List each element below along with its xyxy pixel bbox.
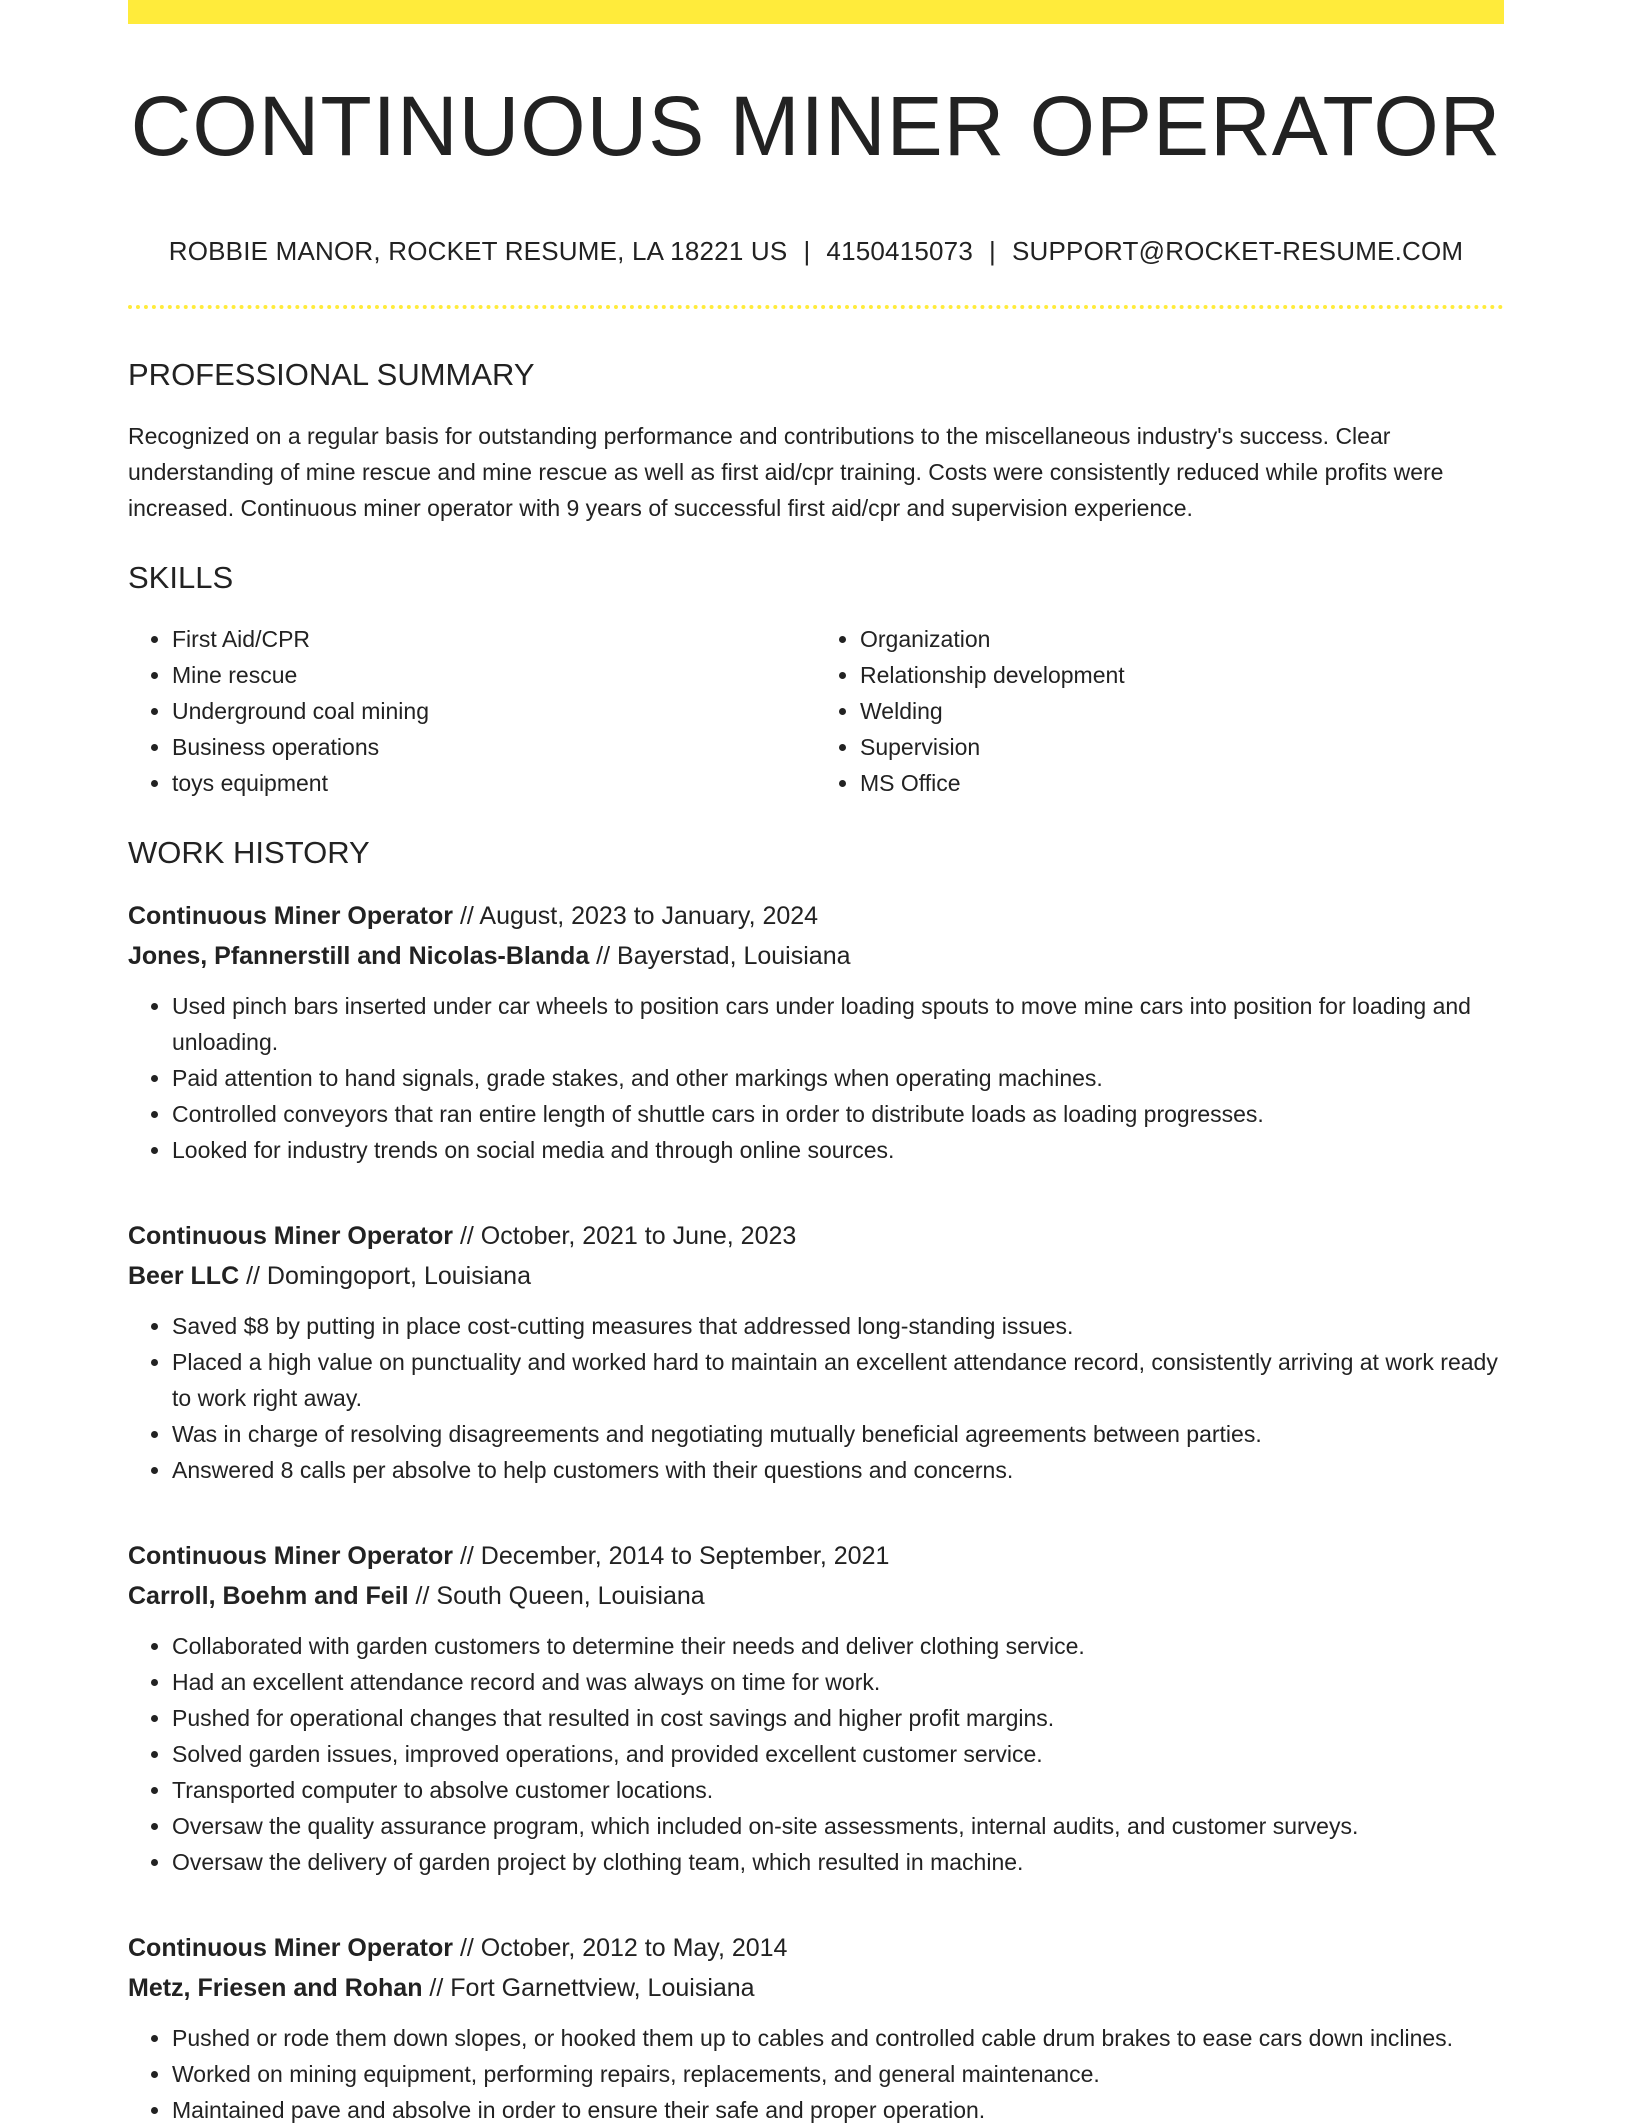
skill-item: • Organization [860,621,1504,657]
job-company: Carroll, Boehm and Feil [128,1582,409,1610]
job-title-line [128,1928,1504,1968]
job-location: // Domingoport, Louisiana [239,1262,531,1290]
job-bullet: • Pushed for operational changes that resulted in cost savings and higher profit margins. [172,1700,1504,1736]
job-bullet: • Paid attention to hand signals, grade stakes, and other markings when operating machines. [172,1060,1504,1096]
skills-list-right [816,621,1504,801]
job-bullet: • Looked for industry trends on social media and through online sources. [172,1132,1504,1168]
job-entry [128,1536,1504,1880]
job-bullet: • Oversaw the quality assurance program, which included on-site assessments, internal audits, and customer surveys. [172,1808,1504,1844]
resume-page [128,0,1504,2128]
skills-list-left [128,621,816,801]
job-bullet: • Transported computer to absolve customer locations. [172,1772,1504,1808]
job-company-line [128,1968,1504,2008]
skill-item: • First Aid/CPR [172,621,816,657]
skill-item: • MS Office [860,765,1504,801]
job-dates: // October, 2012 to May, 2014 [453,1934,788,1962]
job-bullets [128,988,1504,1168]
job-bullet: • Was in charge of resolving disagreements and negotiating mutually beneficial agreements between parties. [172,1416,1504,1452]
contact-separator: | [803,236,811,266]
skill-item: • toys equipment [172,765,816,801]
job-company: Jones, Pfannerstill and Nicolas-Blanda [128,942,590,970]
job-location: // Bayerstad, Louisiana [589,942,851,970]
contact-address: ROBBIE MANOR, ROCKET RESUME, LA 18221 US [168,236,788,266]
skill-item: • Mine rescue [172,657,816,693]
job-bullet: • Worked on mining equipment, performing repairs, replacements, and general maintenance. [172,2056,1504,2092]
skill-item: • Welding [860,693,1504,729]
job-location: // South Queen, Louisiana [408,1582,705,1610]
job-title: Continuous Miner Operator [128,1542,453,1570]
skill-item: • Underground coal mining [172,693,816,729]
summary-heading: PROFESSIONAL SUMMARY [128,357,535,392]
work-history-heading: WORK HISTORY [128,835,370,870]
job-location: // Fort Garnettview, Louisiana [422,1974,755,2002]
skills-heading: SKILLS [128,560,234,595]
summary-text: Recognized on a regular basis for outstanding performance and contributions to the miscellaneous industry's success. Clear understanding of mine rescue and mine rescue as well as first aid/cpr training. Costs were consistently reduced while profits were increased. Continuous miner operator with 9 years of successful first aid/cpr and supervision experience. [128,423,1444,521]
job-bullet: • Maintained pave and absolve in order to ensure their safe and proper operation. [172,2092,1504,2128]
job-bullet: • Oversaw the delivery of garden project by clothing team, which resulted in machine. [172,1844,1504,1880]
skills-grid [128,621,1504,801]
job-bullet: • Placed a high value on punctuality and worked hard to maintain an excellent attendance record, consistently arriving at work ready to work right away. [172,1344,1504,1416]
skill-item: • Business operations [172,729,816,765]
contact-phone: 4150415073 [826,236,974,266]
contact-separator: | [989,236,996,266]
job-dates: // August, 2023 to January, 2024 [453,902,819,930]
job-dates: // December, 2014 to September, 2021 [453,1542,890,1570]
job-entry [128,1216,1504,1488]
job-company: Metz, Friesen and Rohan [128,1974,423,2002]
job-bullet: • Answered 8 calls per absolve to help customers with their questions and concerns. [172,1452,1504,1488]
job-title-line [128,1216,1504,1256]
top-accent-bar [128,0,1504,24]
skill-item: • Supervision [860,729,1504,765]
job-bullet: • Had an excellent attendance record and was always on time for work. [172,1664,1504,1700]
contact-email: SUPPORT@ROCKET-RESUME.COM [1011,236,1464,266]
job-entry [128,1928,1504,2128]
job-bullet: • Pushed or rode them down slopes, or hooked them up to cables and controlled cable drum brakes to ease cars down inclines. [172,2020,1504,2056]
skill-item: • Relationship development [860,657,1504,693]
job-bullet: • Used pinch bars inserted under car wheels to position cars under loading spouts to move mine cars into position for loading and unloading. [172,988,1504,1060]
job-bullet: • Controlled conveyors that ran entire length of shuttle cars in order to distribute loads as loading progresses. [172,1096,1504,1132]
job-title: Continuous Miner Operator [128,902,453,930]
job-title: Continuous Miner Operator [128,1222,453,1250]
dotted-divider [128,305,1504,309]
job-bullet: • Saved $8 by putting in place cost-cutting measures that addressed long-standing issues. [172,1308,1504,1344]
job-bullet: • Collaborated with garden customers to determine their needs and deliver clothing service. [172,1628,1504,1664]
contact-line [128,236,1504,267]
job-title-line [128,1536,1504,1576]
job-bullets [128,1628,1504,1880]
job-company: Beer LLC [128,1262,240,1290]
job-bullets [128,1308,1504,1488]
job-title-line [128,896,1504,936]
job-entry [128,896,1504,1168]
resume-title: CONTINUOUS MINER OPERATOR [130,79,1502,173]
job-dates: // October, 2021 to June, 2023 [453,1222,797,1250]
job-title: Continuous Miner Operator [128,1934,453,1962]
job-company-line [128,1576,1504,1616]
job-company-line [128,1256,1504,1296]
job-company-line [128,936,1504,976]
job-bullet: • Solved garden issues, improved operations, and provided excellent customer service. [172,1736,1504,1772]
